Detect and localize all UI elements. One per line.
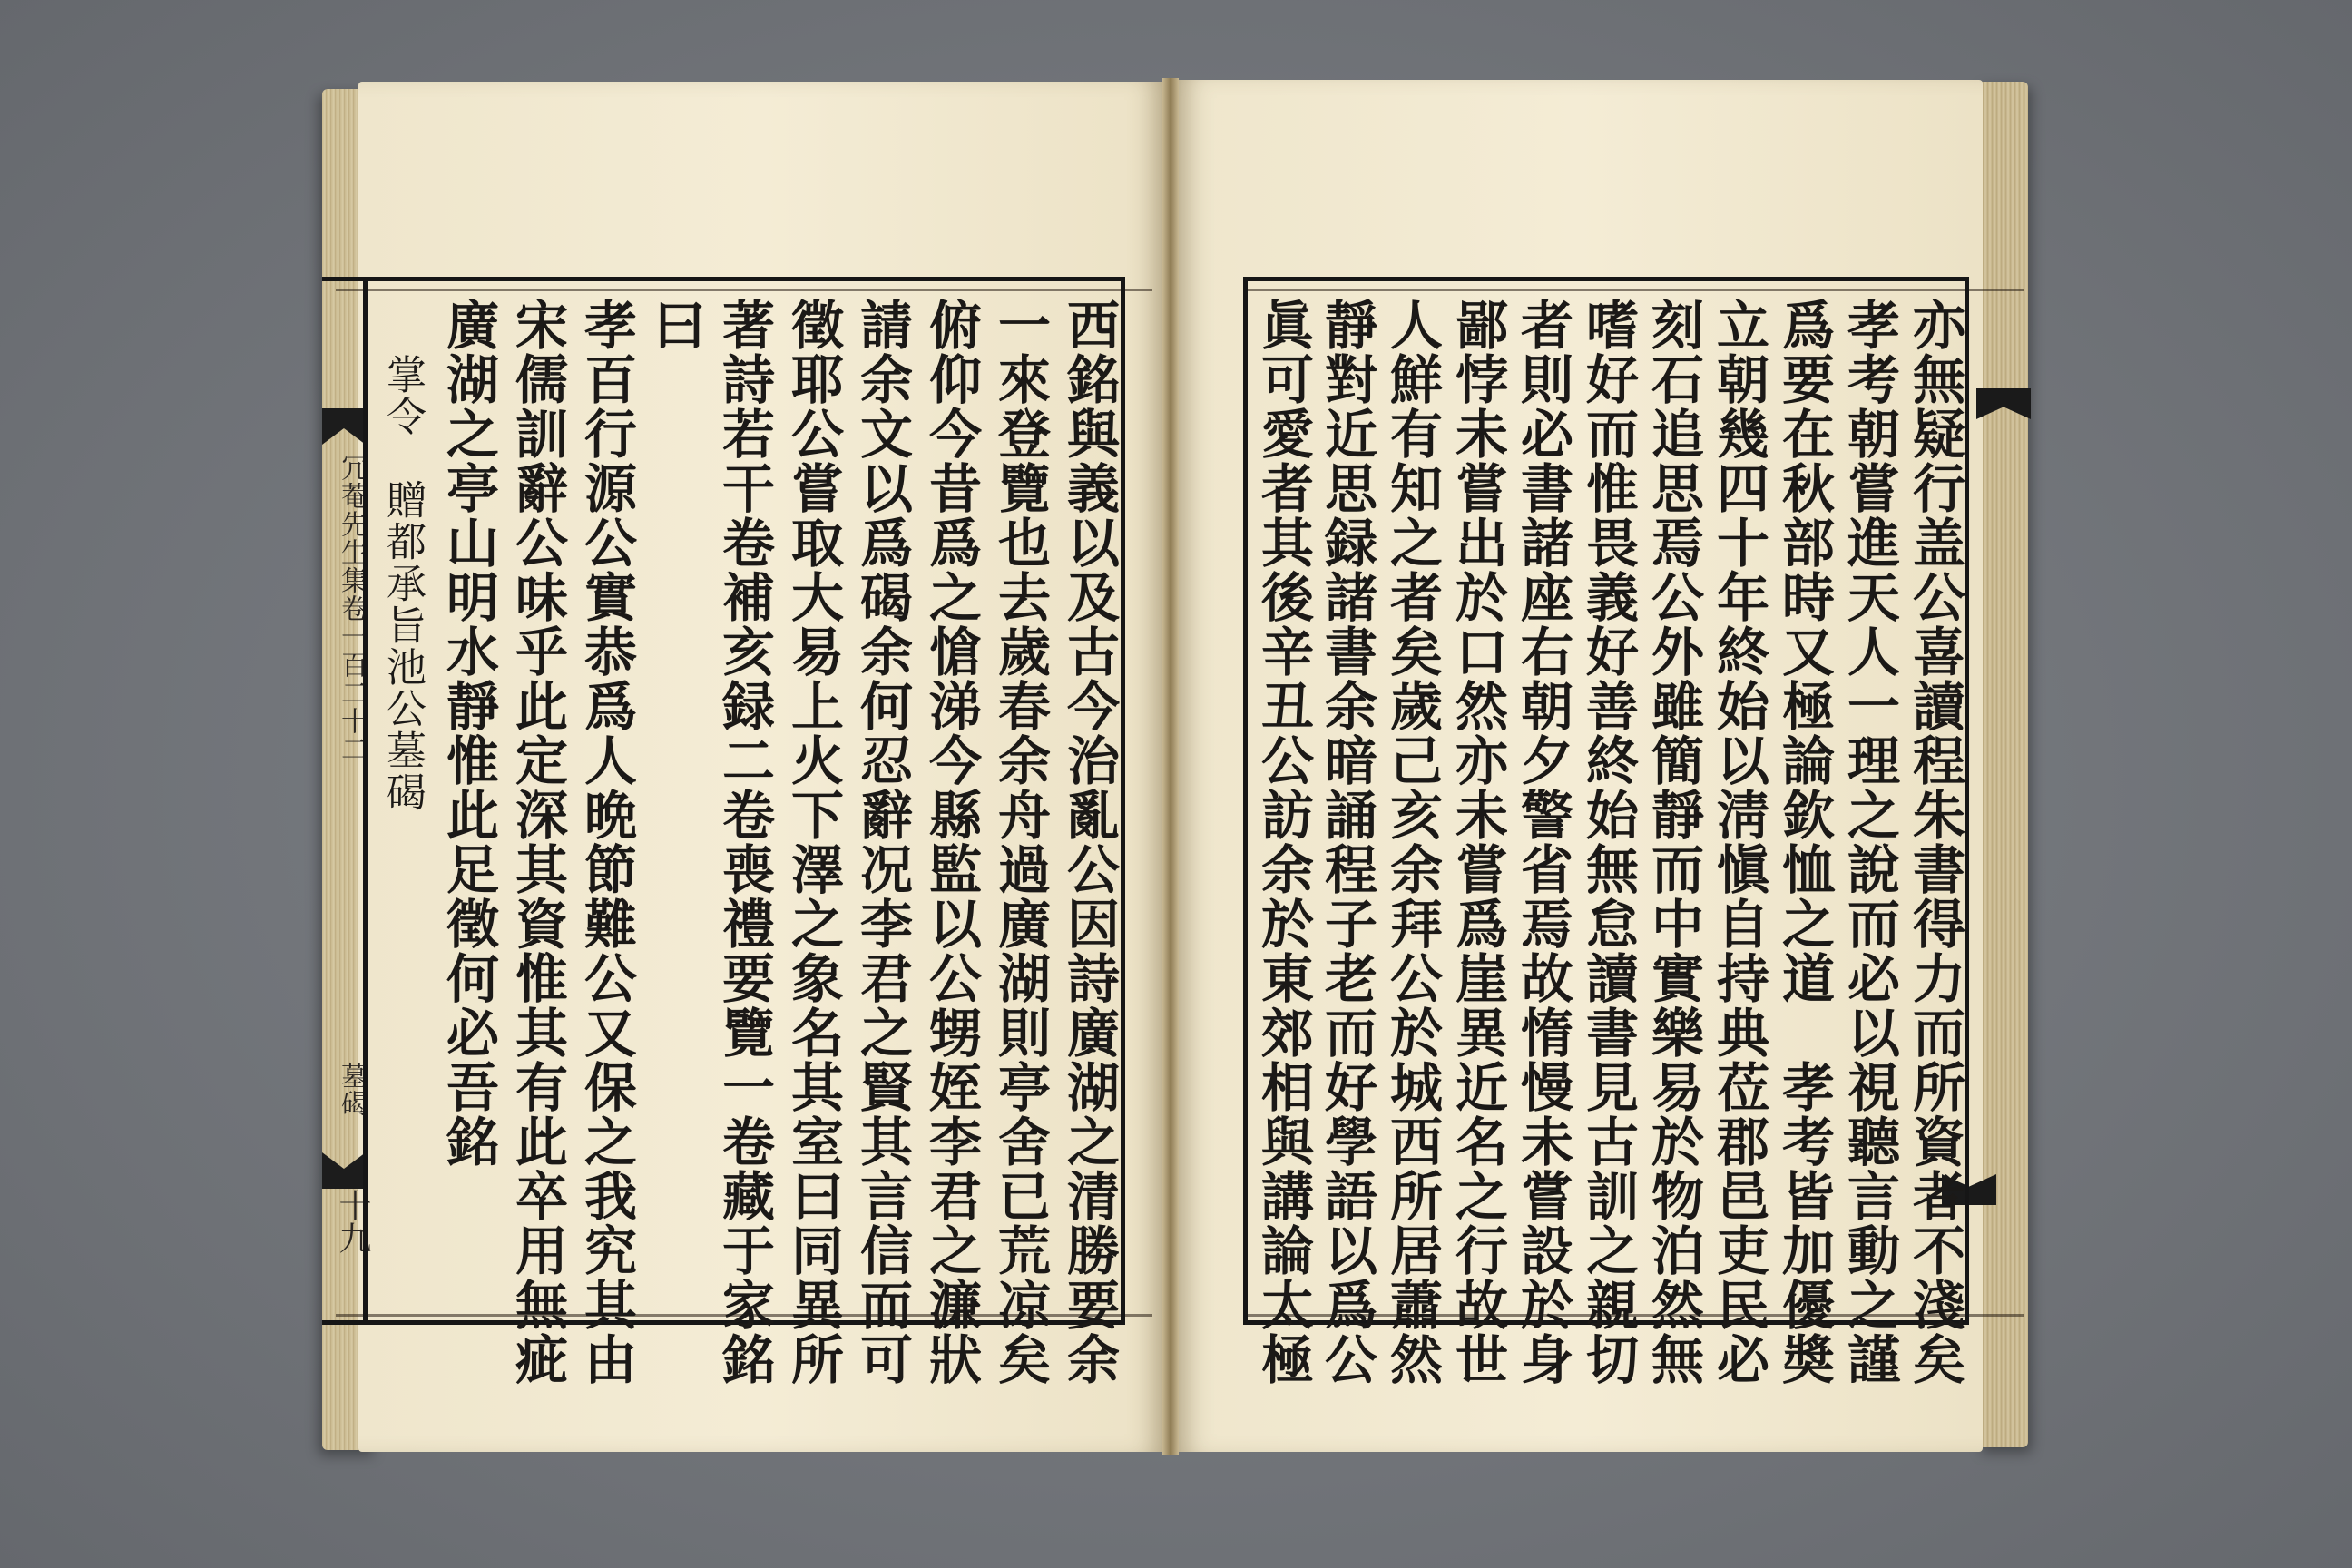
- right-column-1: 亦無疑行盖公喜讀程朱書得力而所資者不淺矣: [1904, 298, 1965, 1387]
- right-column-3: 爲要在秋部時又極論欽恤之道 孝考皆加優奬: [1773, 298, 1835, 1387]
- left-column-3: 俯仰今昔爲之愴涕今縣監以公甥姪李君之濂狀: [920, 298, 982, 1387]
- center-margin-strip: [322, 277, 371, 1325]
- margin-section-label: 墓碣: [336, 1062, 368, 1116]
- right-column-2: 孝考朝嘗進天人一理之說而必以視聽言動之謹: [1838, 298, 1900, 1387]
- left-column-1: 西銘與義以及古今治亂公因詩廣湖之清勝要余: [1058, 298, 1120, 1387]
- right-column-11: 眞可愛者其後辛丑公訪余於東郊相與講論太極: [1252, 298, 1314, 1387]
- right-column-6: 嗜好而惟畏義好善終始無怠讀書見古訓之親切: [1577, 298, 1639, 1387]
- upper-fishtail-mark: [322, 408, 366, 445]
- right-column-4: 立朝幾四十年終始以淸愼自持典莅郡邑吏民必: [1708, 298, 1769, 1387]
- left-column-7: 曰: [644, 298, 706, 352]
- left-column-10: 廣湖之亭山明水靜惟此足徵何必吾銘: [437, 298, 499, 1169]
- right-page-edges: [1978, 82, 2028, 1447]
- right-text-frame: [1243, 277, 1969, 1387]
- margin-book-title: 冗菴先生集卷一百二十二: [336, 454, 368, 763]
- margin-page-number: 十九: [334, 1189, 371, 1254]
- left-column-2: 一來登覽也去歲春余舟過廣湖則亭舍已荒凉矣: [989, 298, 1051, 1387]
- lower-fishtail-mark: [322, 1152, 366, 1189]
- left-text-frame: [363, 277, 1125, 1387]
- left-column-4: 請余文以爲碣余何忍辭况李君之賢其言信而可: [851, 298, 913, 1387]
- right-column-8: 鄙悖未嘗出於口然亦未嘗爲崖異近名之行故世: [1446, 298, 1508, 1387]
- right-column-10: 靜對近思録諸書余暗誦程子老而好學語以爲公: [1316, 298, 1377, 1387]
- left-column-5: 徵耶公嘗取大易上火下澤之象名其室曰同異所: [782, 298, 844, 1387]
- book-gutter: [1162, 78, 1179, 1455]
- left-column-6: 著詩若干卷補亥録二卷喪禮要覽一卷藏于家銘: [713, 298, 775, 1387]
- right-column-7: 者則必書諸座右朝夕警省焉故惰慢未嘗設於身: [1512, 298, 1573, 1387]
- left-column-11-heading: 掌令 贈都承旨池公墓碣: [379, 354, 426, 813]
- left-column-8: 孝百行源公實恭爲人晩節難公又保之我究其由: [575, 298, 637, 1387]
- right-column-5: 刻石追思焉公外雖簡靜而中實樂易於物泊然無: [1642, 298, 1704, 1387]
- left-column-9: 宋儒訓辭公味乎此定深其資惟其有此卒用無疵: [506, 298, 568, 1387]
- right-column-9: 人鮮有知之者矣歲己亥余拜公於城西所居蕭然: [1381, 298, 1443, 1387]
